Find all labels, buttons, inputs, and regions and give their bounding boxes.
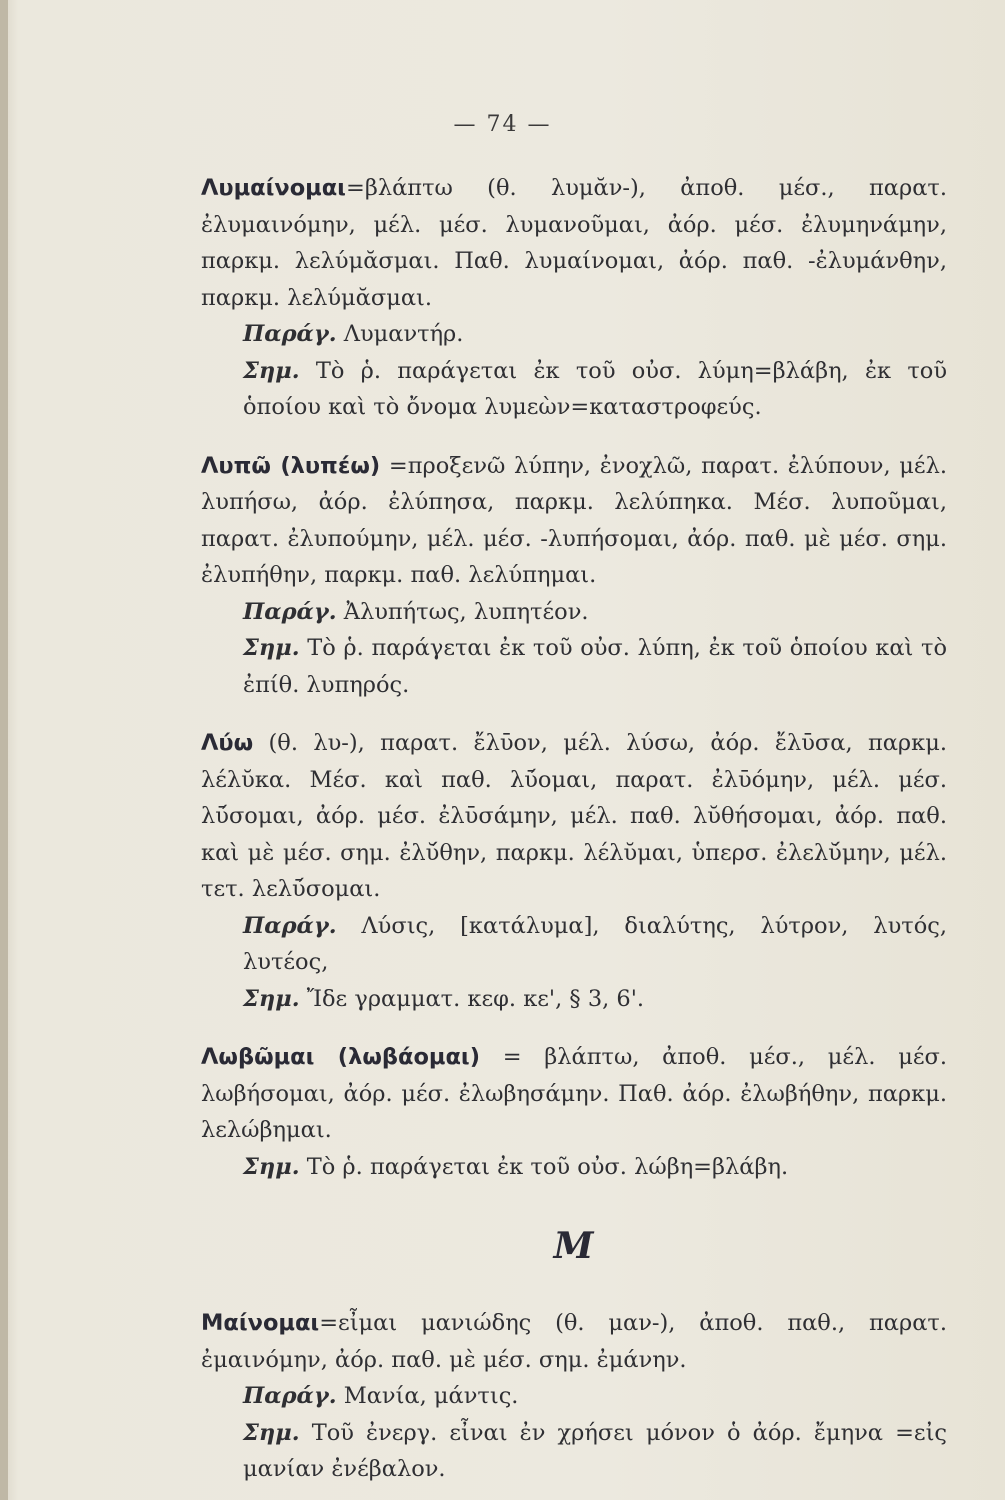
derivatives-label: Παράγ. (243, 598, 337, 625)
section-letter-heading: M (553, 1225, 595, 1267)
binding-edge (0, 0, 8, 1500)
entry-lyo (201, 725, 947, 1017)
entry-definition (201, 170, 947, 316)
entry-lobomai (201, 1039, 947, 1185)
entry-definition (201, 1039, 947, 1149)
derivatives-text: Λυμαντήρ. (336, 321, 464, 347)
entry-lymainomai (201, 170, 947, 426)
note-text: Τὸ ῥ. παράγεται ἐκ τοῦ οὐσ. λώβη=βλάβη. (299, 1153, 789, 1180)
entry-lemma: Λυμαίνομαι (201, 175, 346, 201)
entry-definition (201, 1305, 947, 1378)
entry-note (201, 353, 947, 426)
entry-note (201, 981, 947, 1018)
note-text: Ἴδε γραμματ. κεφ. κε', § 3, 6'. (299, 985, 645, 1012)
note-label: Σημ. (243, 635, 300, 661)
entry-body: = βλάπτω, ἀποθ. μέσ., μέλ. μέσ. λωβήσομαι, ἀόρ. μέσ. ἐλωβησάμην. Παθ. ἀόρ. ἐλωβήθην, παρκμ. λελώβημαι. (201, 1044, 947, 1143)
note-label: Σημ. (243, 1153, 300, 1180)
entry-lemma: Λωβῶμαι (λωβάομαι) (201, 1044, 480, 1070)
derivatives-text: Μανία, μάντις. (336, 1383, 519, 1409)
note-text: Τὸ ῥ. παράγεται ἐκ τοῦ οὐσ. λύμη=βλάβη, ἐκ τοῦ ὁποίου καὶ τὸ ὄνομα λυμεὼν=καταστροφεύς. (243, 357, 947, 420)
entry-lemma: Λύω (201, 730, 254, 756)
page-content (201, 170, 947, 1488)
derivatives-text: Λύσις, [κατάλυμα], διαλύτης, λύτρον, λυτός, λυτέος, (243, 912, 947, 975)
entry-note (201, 1149, 947, 1186)
derivatives-label: Παράγ. (243, 1383, 337, 1409)
note-label: Σημ. (243, 1419, 300, 1446)
entry-derivatives (201, 594, 947, 631)
derivatives-label: Παράγ. (243, 321, 337, 347)
entry-body: =βλάπτω (θ. λυμᾰν-), ἀποθ. μέσ., παρατ. ἐλυμαινόμην, μέλ. μέσ. λυμανοῦμαι, ἀόρ. μέσ. ἐλυμηνάμην, παρκμ. λελύμᾰσμαι. Παθ. λυμαίνομαι, ἀόρ. παθ. -ἐλυμάνθην, παρκμ. λελύμᾰσμαι. (201, 175, 947, 311)
entry-lemma: Λυπῶ (λυπέω) (201, 452, 381, 479)
entry-body: (θ. λυ-), παρατ. ἔλῡον, μέλ. λύσω, ἀόρ. ἔλῡσα, παρκμ. λέλῠκα. Μέσ. καὶ παθ. λῡ́ομαι, παρατ. ἐλῡόμην, μέλ. μέσ. λῡ́σομαι, ἀόρ. μέσ. ἐλῡσάμην, μέλ. παθ. λῠθήσομαι, ἀόρ. παθ. καὶ μὲ μέσ. σημ. ἐλῠ́θην, παρκμ. λέλῠμαι, ὑπερσ. ἐλελῠ́μην, μέλ. τετ. λελῡ́σομαι. (201, 730, 947, 902)
derivatives-text: Ἀλυπήτως, λυπητέον. (336, 598, 589, 625)
entry-derivatives (201, 316, 947, 353)
entry-note (201, 1415, 947, 1488)
entry-lypo (201, 448, 947, 704)
entry-definition (201, 448, 947, 594)
entry-derivatives (201, 1378, 947, 1415)
entry-note (201, 630, 947, 703)
note-label: Σημ. (243, 357, 300, 384)
entry-lemma: Μαίνομαι (201, 1310, 320, 1336)
entry-definition (201, 725, 947, 908)
entry-body: =προξενῶ λύπην, ἐνοχλῶ, παρατ. ἐλύπουν, μέλ. λυπήσω, ἀόρ. ἐλύπησα, παρκμ. λελύπηκα. Μέσ. λυποῦμαι, παρατ. ἐλυπούμην, μέλ. μέσ. -λυπήσομαι, ἀόρ. παθ. μὲ μέσ. σημ. ἐλυπήθην, παρκμ. παθ. λελύπημαι. (201, 452, 948, 588)
page-number: — 74 — (453, 112, 552, 137)
note-text: Τὸ ῥ. παράγεται ἐκ τοῦ οὐσ. λύπη, ἐκ τοῦ ὁποίου καὶ τὸ ἐπίθ. λυπηρός. (243, 635, 947, 698)
entry-body: =εἶμαι μανιώδης (θ. μαν-), ἀποθ. παθ., παρατ. ἐμαινόμην, ἀόρ. παθ. μὲ μέσ. σημ. ἐμάνην. (201, 1310, 947, 1373)
note-text: Τοῦ ἐνεργ. εἶναι ἐν χρήσει μόνον ὁ ἀόρ. ἔμηνα =εἰς μανίαν ἐνέβαλον. (243, 1419, 947, 1482)
entry-mainomai (201, 1305, 947, 1488)
entry-derivatives (201, 908, 947, 981)
derivatives-label: Παράγ. (243, 912, 337, 939)
note-label: Σημ. (243, 985, 300, 1012)
